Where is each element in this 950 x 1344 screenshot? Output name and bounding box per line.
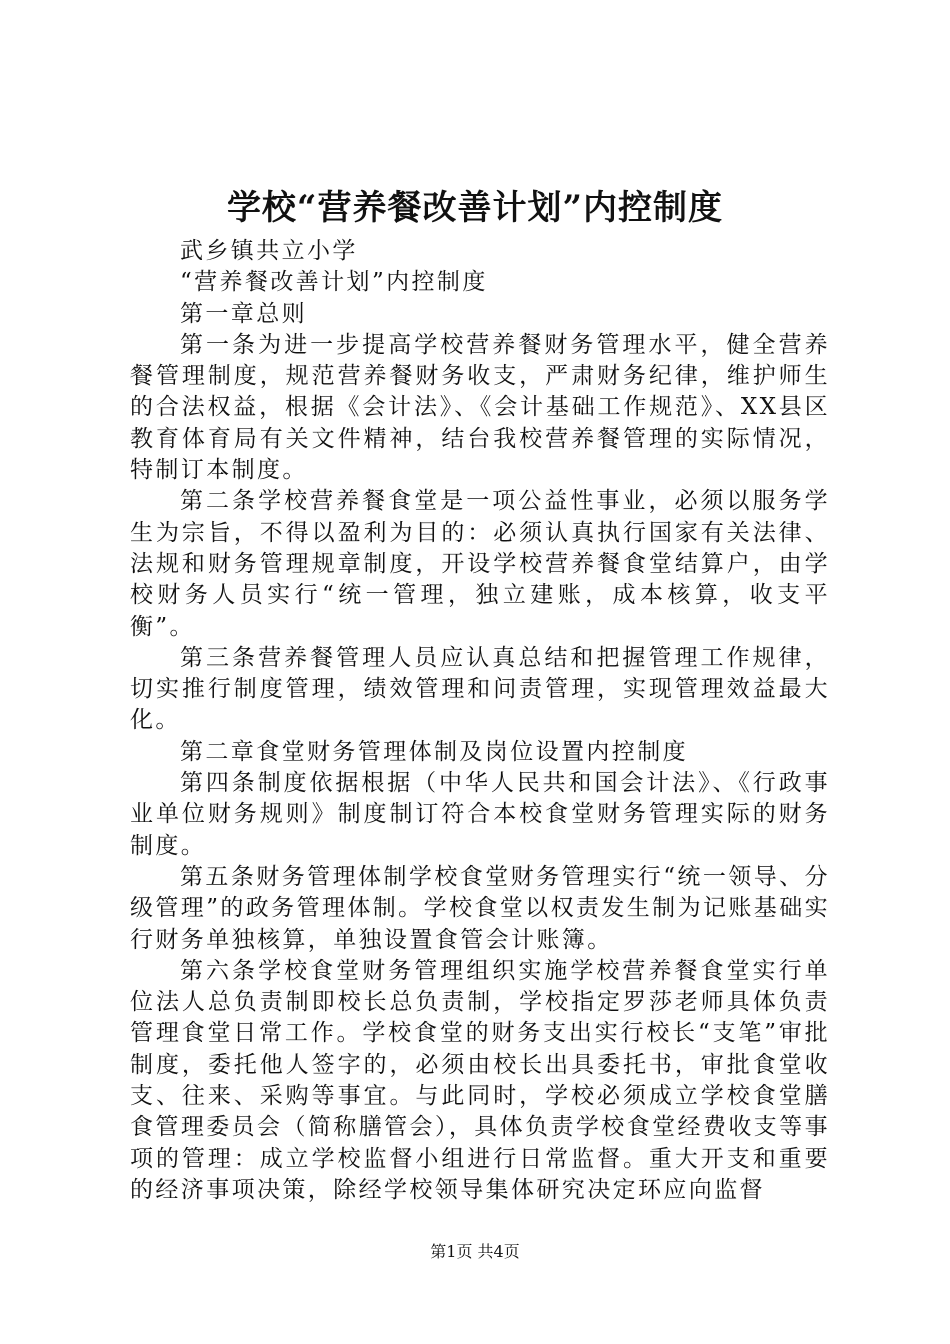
document-body xyxy=(130,236,830,1206)
article-1: 第一条为进一步提高学校营养餐财务管理水平，健全营养餐管理制度，规范营养餐财务收支，严肃财务纪律，维护师生的合法权益，根据《会计法》、《会计基础工作规范》、XX县区教育体育局有关文件精神，结台我校营养餐管理的实际情况，特制订本制度。 xyxy=(130,331,830,484)
chapter-1-heading: 第一章总则 xyxy=(180,300,307,327)
document-title: 学校“营养餐改善计划”内控制度 xyxy=(226,188,724,228)
page-footer: 第1页 共4页 xyxy=(430,1242,520,1261)
article-3: 第三条营养餐管理人员应认真总结和把握管理工作规律，切实推行制度管理，绩效管理和问责管理，实现管理效益最大化。 xyxy=(130,644,830,734)
article-6: 第六条学校食堂财务管理组织实施学校营养餐食堂实行单位法人总负责制即校长总负责制，学校指定罗莎老师具体负责管理食堂日常工作。学校食堂的财务支出实行校长“支笔”审批制度，委托他人签字的，必须由校长出具委托书，审批食堂收支、往来、采购等事宜。与此同时，学校必须成立学校食堂膳食管理委员会（简称膳管会），具体负责学校食堂经费收支等事项的管理：成立学校监督小组进行日常监督。重大开支和重要的经济事项决策，除经学校领导集体研究决定环应向监督 xyxy=(130,957,830,1203)
article-4: 第四条制度依据根据（中华人民共和国会计法》、《行政事业单位财务规则》制度制订符合本校食堂财务管理实际的财务制度。 xyxy=(130,770,830,859)
paragraph-school-name: 武乡镇共立小学 xyxy=(180,238,358,264)
article-5: 第五条财务管理体制学校食堂财务管理实行“统一领导、分级管理”的政务管理体制。学校食堂以权责发生制为记账基础实行财务单独核算，单独设置食管会计账簿。 xyxy=(130,863,830,953)
chapter-2-heading: 第二章食堂财务管理体制及岗位设置内控制度 xyxy=(180,738,688,765)
article-2: 第二条学校营养餐食堂是一项公益性事业，必须以服务学生为宗旨，不得以盈利为目的：必须认真执行国家有关法律、法规和财务管理规章制度，开设学校营养餐食堂结算户，由学校财务人员实行“统一管理，独立建账，成本核算，收支平衡”。 xyxy=(130,488,830,640)
paragraph-subtitle: “营养餐改善计划”内控制度 xyxy=(180,269,488,296)
